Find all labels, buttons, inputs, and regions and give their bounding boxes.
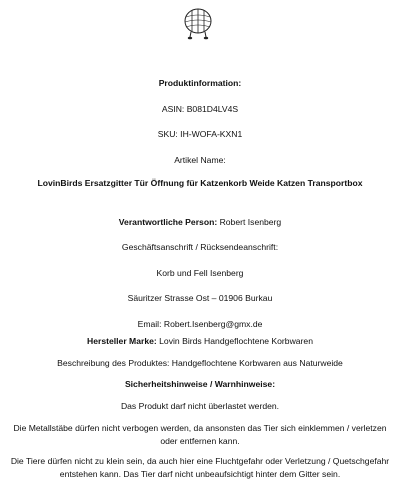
safety-heading: Sicherheitshinweise / Warnhinweise: xyxy=(124,379,276,389)
responsible-label: Verantwortliche Person: xyxy=(118,216,218,227)
article-name: LovinBirds Ersatzgitter Tür Öffnung für Katzenkorb Weide Katzen Transportbox xyxy=(37,178,363,188)
safety-note-2: Die Metallstäbe dürfen nicht verbogen werden, da ansonsten das Tier sich einklemmen / verletzen oder entfernen kann. xyxy=(13,423,387,446)
responsible-value: Robert Isenberg xyxy=(217,216,282,227)
address-label: Geschäftsanschrift / Rücksendeanschrift: xyxy=(121,242,279,252)
street-address: Säuritzer Strasse Ost – 01906 Burkau xyxy=(127,293,273,303)
sku-line: SKU: IH-WOFA-KXN1 xyxy=(157,129,243,139)
safety-note-1: Das Produkt darf nicht überlastet werden. xyxy=(120,400,280,411)
basket-logo-icon xyxy=(172,4,224,44)
manufacturer-line xyxy=(0,336,400,348)
responsible-person-line xyxy=(0,217,400,229)
article-label: Artikel Name: xyxy=(174,154,226,165)
company-name: Korb und Fell Isenberg xyxy=(156,267,244,278)
email-line: Email: Robert.Isenberg@gmx.de xyxy=(137,318,263,329)
heading-produktinformation: Produktinformation: xyxy=(158,78,242,88)
safety-note-3: Die Tiere dürfen nicht zu klein sein, da auch hier eine Fluchtgefahr oder Verletzung / Quetschgefahr entstehen kann. Das Tier darf nicht unbeaufsichtigt hinter dem Gitter sein. xyxy=(10,456,390,479)
manufacturer-label: Hersteller Marke: xyxy=(87,336,157,346)
product-description: Beschreibung des Produktes: Handgeflochtene Korbwaren aus Naturweide xyxy=(57,357,343,368)
product-info-document xyxy=(0,78,400,480)
asin-line: ASIN: B081D4LV4S xyxy=(161,103,239,114)
manufacturer-value: Lovin Birds Handgeflochtene Korbwaren xyxy=(156,336,313,346)
